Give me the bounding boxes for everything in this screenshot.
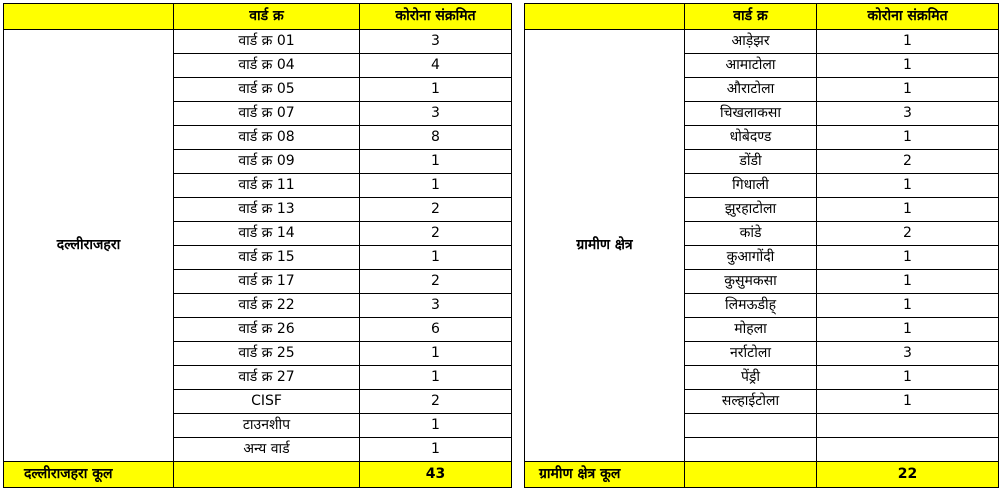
total-spacer — [685, 462, 817, 488]
header-row — [525, 4, 999, 30]
case-count: 2 — [817, 222, 999, 246]
case-count: 4 — [360, 54, 512, 78]
ward-name: आड़ेझर — [685, 30, 817, 54]
ward-name: वार्ड क्र 13 — [174, 198, 360, 222]
case-count: 2 — [360, 198, 512, 222]
case-count: 1 — [360, 438, 512, 462]
ward-name: वार्ड क्र 14 — [174, 222, 360, 246]
case-count: 1 — [360, 78, 512, 102]
case-count: 6 — [360, 318, 512, 342]
ward-name: टाउनशीप — [174, 414, 360, 438]
case-count: 1 — [360, 366, 512, 390]
case-count: 1 — [817, 294, 999, 318]
case-count: 3 — [360, 294, 512, 318]
group-label: ग्रामीण क्षेत्र — [525, 30, 685, 462]
ward-name: कांडे — [685, 222, 817, 246]
case-count: 8 — [360, 126, 512, 150]
ward-name: वार्ड क्र 27 — [174, 366, 360, 390]
ward-name: CISF — [174, 390, 360, 414]
ward-name: वार्ड क्र 17 — [174, 270, 360, 294]
rural-area-table — [524, 3, 999, 488]
ward-name: वार्ड क्र 11 — [174, 174, 360, 198]
ward-name: नर्राटोला — [685, 342, 817, 366]
case-count: 2 — [817, 150, 999, 174]
case-count: 1 — [817, 198, 999, 222]
case-count: 1 — [817, 366, 999, 390]
total-row — [525, 462, 999, 488]
ward-name: वार्ड क्र 22 — [174, 294, 360, 318]
ward-name: आमाटोला — [685, 54, 817, 78]
ward-name: पेंड्री — [685, 366, 817, 390]
case-count: 1 — [817, 318, 999, 342]
header-ward: वार्ड क्र — [174, 4, 360, 30]
ward-name: वार्ड क्र 09 — [174, 150, 360, 174]
ward-name: वार्ड क्र 04 — [174, 54, 360, 78]
total-label: ग्रामीण क्षेत्र कूल — [525, 462, 685, 488]
ward-name: कुआगोंदी — [685, 246, 817, 270]
case-count: 3 — [360, 102, 512, 126]
header-row — [4, 4, 512, 30]
case-count: 1 — [360, 342, 512, 366]
ward-name: लिमऊडीह् — [685, 294, 817, 318]
case-count: 1 — [817, 174, 999, 198]
case-count: 1 — [360, 246, 512, 270]
ward-name: सल्हाईटोला — [685, 390, 817, 414]
case-count: 1 — [360, 150, 512, 174]
ward-name: अन्य वार्ड — [174, 438, 360, 462]
case-count: 2 — [360, 222, 512, 246]
ward-name: मोहला — [685, 318, 817, 342]
ward-name: चिखलाकसा — [685, 102, 817, 126]
total-spacer — [174, 462, 360, 488]
header-count: कोरोना संक्रमित — [360, 4, 512, 30]
header-blank — [525, 4, 685, 30]
case-count: 1 — [817, 246, 999, 270]
case-count: 1 — [817, 270, 999, 294]
ward-name: वार्ड क्र 08 — [174, 126, 360, 150]
ward-name: गिधाली — [685, 174, 817, 198]
ward-name — [685, 414, 817, 438]
case-count: 1 — [817, 78, 999, 102]
case-count: 3 — [360, 30, 512, 54]
ward-name: वार्ड क्र 01 — [174, 30, 360, 54]
case-count: 2 — [360, 390, 512, 414]
header-count: कोरोना संक्रमित — [817, 4, 999, 30]
case-count: 1 — [817, 30, 999, 54]
ward-name: वार्ड क्र 26 — [174, 318, 360, 342]
total-row — [4, 462, 512, 488]
ward-name: वार्ड क्र 05 — [174, 78, 360, 102]
case-count — [817, 438, 999, 462]
ward-name: वार्ड क्र 25 — [174, 342, 360, 366]
case-count: 3 — [817, 342, 999, 366]
ward-name: कुसुमकसा — [685, 270, 817, 294]
ward-name — [685, 438, 817, 462]
header-blank — [4, 4, 174, 30]
total-value: 43 — [360, 462, 512, 488]
total-value: 22 — [817, 462, 999, 488]
ward-name: वार्ड क्र 15 — [174, 246, 360, 270]
group-label: दल्लीराजहरा — [4, 30, 174, 462]
case-count: 1 — [817, 54, 999, 78]
ward-name: डोंडी — [685, 150, 817, 174]
header-ward: वार्ड क्र — [685, 4, 817, 30]
ward-name: झुरहाटोला — [685, 198, 817, 222]
case-count — [817, 414, 999, 438]
case-count: 1 — [817, 390, 999, 414]
ward-name: वार्ड क्र 07 — [174, 102, 360, 126]
case-count: 3 — [817, 102, 999, 126]
table-row — [4, 30, 512, 54]
case-count: 1 — [360, 174, 512, 198]
case-count: 2 — [360, 270, 512, 294]
table-row — [525, 30, 999, 54]
dallirajhara-table — [3, 3, 512, 488]
case-count: 1 — [360, 414, 512, 438]
total-label: दल्लीराजहरा कूल — [4, 462, 174, 488]
ward-name: औराटोला — [685, 78, 817, 102]
ward-name: धोबेदण्ड — [685, 126, 817, 150]
case-count: 1 — [817, 126, 999, 150]
